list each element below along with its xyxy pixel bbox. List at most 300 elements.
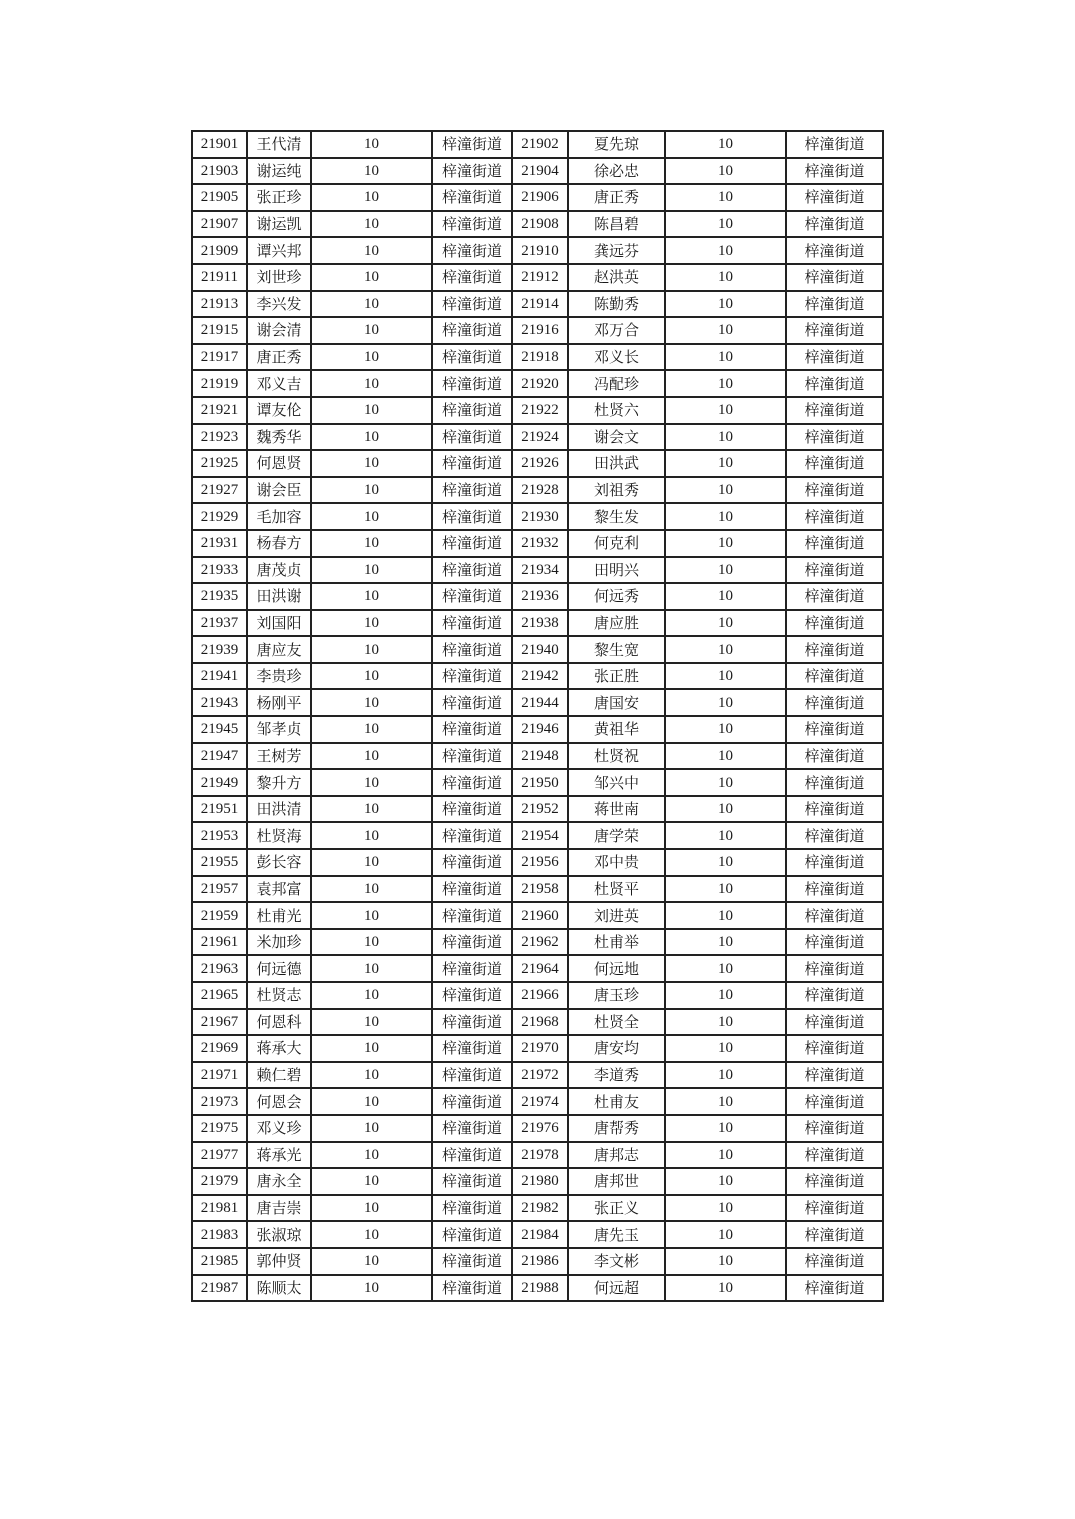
record-id-cell: 21931: [192, 530, 247, 557]
person-name-cell: 袁邦富: [247, 876, 311, 903]
person-name-cell: 田洪清: [247, 796, 311, 823]
person-name-cell: 邓义吉: [247, 370, 311, 397]
area-cell: 梓潼街道: [432, 424, 512, 451]
area-cell: 梓潼街道: [432, 317, 512, 344]
amount-cell: 10: [311, 184, 432, 211]
person-name-cell: 冯配珍: [568, 370, 665, 397]
person-name-cell: 何远秀: [568, 583, 665, 610]
table-row: [192, 769, 883, 796]
person-name-cell: 杜贤六: [568, 397, 665, 424]
person-name-cell: 李贵珍: [247, 663, 311, 690]
area-cell: 梓潼街道: [786, 1195, 883, 1222]
record-id-cell: 21935: [192, 583, 247, 610]
person-name-cell: 杜贤祝: [568, 743, 665, 770]
person-name-cell: 龚远芬: [568, 237, 665, 264]
amount-cell: 10: [311, 1248, 432, 1275]
table-row: [192, 849, 883, 876]
person-name-cell: 谢会臣: [247, 477, 311, 504]
person-name-cell: 彭长容: [247, 849, 311, 876]
area-cell: 梓潼街道: [786, 317, 883, 344]
amount-cell: 10: [665, 1195, 786, 1222]
area-cell: 梓潼街道: [786, 424, 883, 451]
record-id-cell: 21942: [512, 663, 568, 690]
area-cell: 梓潼街道: [786, 689, 883, 716]
record-id-cell: 21950: [512, 769, 568, 796]
roster-body: [192, 131, 883, 1301]
area-cell: 梓潼街道: [432, 689, 512, 716]
amount-cell: 10: [311, 1035, 432, 1062]
table-row: [192, 317, 883, 344]
record-id-cell: 21963: [192, 955, 247, 982]
person-name-cell: 唐国安: [568, 689, 665, 716]
amount-cell: 10: [311, 822, 432, 849]
amount-cell: 10: [665, 184, 786, 211]
record-id-cell: 21916: [512, 317, 568, 344]
record-id-cell: 21908: [512, 211, 568, 238]
area-cell: 梓潼街道: [432, 849, 512, 876]
amount-cell: 10: [665, 902, 786, 929]
table-row: [192, 1115, 883, 1142]
amount-cell: 10: [665, 636, 786, 663]
person-name-cell: 杜甫友: [568, 1088, 665, 1115]
area-cell: 梓潼街道: [432, 955, 512, 982]
table-row: [192, 716, 883, 743]
record-id-cell: 21982: [512, 1195, 568, 1222]
amount-cell: 10: [665, 1115, 786, 1142]
amount-cell: 10: [311, 1142, 432, 1169]
person-name-cell: 邓万合: [568, 317, 665, 344]
person-name-cell: 杨刚平: [247, 689, 311, 716]
record-id-cell: 21967: [192, 1009, 247, 1036]
record-id-cell: 21928: [512, 477, 568, 504]
person-name-cell: 张正义: [568, 1195, 665, 1222]
person-name-cell: 唐安均: [568, 1035, 665, 1062]
amount-cell: 10: [665, 822, 786, 849]
amount-cell: 10: [311, 689, 432, 716]
amount-cell: 10: [311, 743, 432, 770]
amount-cell: 10: [311, 583, 432, 610]
person-name-cell: 邹孝贞: [247, 716, 311, 743]
person-name-cell: 谢运凯: [247, 211, 311, 238]
area-cell: 梓潼街道: [786, 583, 883, 610]
person-name-cell: 刘进英: [568, 902, 665, 929]
person-name-cell: 李文彬: [568, 1248, 665, 1275]
amount-cell: 10: [665, 1062, 786, 1089]
amount-cell: 10: [665, 211, 786, 238]
area-cell: 梓潼街道: [786, 1168, 883, 1195]
person-name-cell: 毛加容: [247, 503, 311, 530]
table-row: [192, 530, 883, 557]
area-cell: 梓潼街道: [432, 716, 512, 743]
amount-cell: 10: [665, 769, 786, 796]
amount-cell: 10: [665, 344, 786, 371]
amount-cell: 10: [665, 716, 786, 743]
amount-cell: 10: [311, 982, 432, 1009]
amount-cell: 10: [665, 1275, 786, 1302]
table-row: [192, 1195, 883, 1222]
table-row: [192, 211, 883, 238]
area-cell: 梓潼街道: [786, 211, 883, 238]
person-name-cell: 邓中贵: [568, 849, 665, 876]
area-cell: 梓潼街道: [786, 503, 883, 530]
table-row: [192, 876, 883, 903]
person-name-cell: 谢会清: [247, 317, 311, 344]
table-row: [192, 929, 883, 956]
record-id-cell: 21926: [512, 450, 568, 477]
record-id-cell: 21918: [512, 344, 568, 371]
record-id-cell: 21971: [192, 1062, 247, 1089]
area-cell: 梓潼街道: [786, 291, 883, 318]
amount-cell: 10: [665, 982, 786, 1009]
record-id-cell: 21969: [192, 1035, 247, 1062]
person-name-cell: 黎生宽: [568, 636, 665, 663]
area-cell: 梓潼街道: [432, 158, 512, 185]
person-name-cell: 何远超: [568, 1275, 665, 1302]
area-cell: 梓潼街道: [432, 769, 512, 796]
table-row: [192, 1275, 883, 1302]
record-id-cell: 21951: [192, 796, 247, 823]
person-name-cell: 何克利: [568, 530, 665, 557]
table-row: [192, 557, 883, 584]
table-row: [192, 796, 883, 823]
record-id-cell: 21927: [192, 477, 247, 504]
amount-cell: 10: [311, 1168, 432, 1195]
area-cell: 梓潼街道: [786, 450, 883, 477]
person-name-cell: 张正珍: [247, 184, 311, 211]
table-row: [192, 982, 883, 1009]
record-id-cell: 21978: [512, 1142, 568, 1169]
area-cell: 梓潼街道: [786, 1035, 883, 1062]
table-row: [192, 397, 883, 424]
record-id-cell: 21961: [192, 929, 247, 956]
area-cell: 梓潼街道: [432, 796, 512, 823]
person-name-cell: 刘国阳: [247, 610, 311, 637]
record-id-cell: 21906: [512, 184, 568, 211]
area-cell: 梓潼街道: [432, 1088, 512, 1115]
area-cell: 梓潼街道: [786, 876, 883, 903]
person-name-cell: 杜贤全: [568, 1009, 665, 1036]
person-name-cell: 唐永全: [247, 1168, 311, 1195]
amount-cell: 10: [665, 1088, 786, 1115]
amount-cell: 10: [665, 929, 786, 956]
amount-cell: 10: [665, 237, 786, 264]
amount-cell: 10: [665, 743, 786, 770]
area-cell: 梓潼街道: [786, 237, 883, 264]
amount-cell: 10: [311, 876, 432, 903]
person-name-cell: 邓义珍: [247, 1115, 311, 1142]
area-cell: 梓潼街道: [786, 158, 883, 185]
area-cell: 梓潼街道: [786, 1142, 883, 1169]
table-row: [192, 237, 883, 264]
record-id-cell: 21934: [512, 557, 568, 584]
table-row: [192, 450, 883, 477]
amount-cell: 10: [665, 370, 786, 397]
area-cell: 梓潼街道: [786, 610, 883, 637]
table-row: [192, 1142, 883, 1169]
person-name-cell: 王树芳: [247, 743, 311, 770]
amount-cell: 10: [311, 955, 432, 982]
record-id-cell: 21947: [192, 743, 247, 770]
amount-cell: 10: [311, 211, 432, 238]
amount-cell: 10: [311, 397, 432, 424]
person-name-cell: 赖仁碧: [247, 1062, 311, 1089]
record-id-cell: 21912: [512, 264, 568, 291]
record-id-cell: 21973: [192, 1088, 247, 1115]
record-id-cell: 21976: [512, 1115, 568, 1142]
area-cell: 梓潼街道: [786, 902, 883, 929]
record-id-cell: 21956: [512, 849, 568, 876]
person-name-cell: 唐正秀: [568, 184, 665, 211]
person-name-cell: 黎升方: [247, 769, 311, 796]
record-id-cell: 21987: [192, 1275, 247, 1302]
table-row: [192, 158, 883, 185]
area-cell: 梓潼街道: [432, 1115, 512, 1142]
amount-cell: 10: [311, 796, 432, 823]
record-id-cell: 21923: [192, 424, 247, 451]
amount-cell: 10: [665, 610, 786, 637]
person-name-cell: 杜贤志: [247, 982, 311, 1009]
record-id-cell: 21960: [512, 902, 568, 929]
record-id-cell: 21986: [512, 1248, 568, 1275]
area-cell: 梓潼街道: [432, 211, 512, 238]
area-cell: 梓潼街道: [786, 131, 883, 158]
area-cell: 梓潼街道: [786, 184, 883, 211]
person-name-cell: 蒋承大: [247, 1035, 311, 1062]
table-row: [192, 1221, 883, 1248]
area-cell: 梓潼街道: [432, 1221, 512, 1248]
area-cell: 梓潼街道: [432, 743, 512, 770]
amount-cell: 10: [665, 663, 786, 690]
record-id-cell: 21948: [512, 743, 568, 770]
person-name-cell: 刘祖秀: [568, 477, 665, 504]
record-id-cell: 21957: [192, 876, 247, 903]
table-row: [192, 370, 883, 397]
area-cell: 梓潼街道: [432, 902, 512, 929]
amount-cell: 10: [665, 397, 786, 424]
person-name-cell: 何恩会: [247, 1088, 311, 1115]
table-row: [192, 689, 883, 716]
person-name-cell: 米加珍: [247, 929, 311, 956]
record-id-cell: 21980: [512, 1168, 568, 1195]
record-id-cell: 21958: [512, 876, 568, 903]
amount-cell: 10: [665, 796, 786, 823]
person-name-cell: 唐吉崇: [247, 1195, 311, 1222]
record-id-cell: 21968: [512, 1009, 568, 1036]
area-cell: 梓潼街道: [786, 557, 883, 584]
area-cell: 梓潼街道: [786, 982, 883, 1009]
record-id-cell: 21913: [192, 291, 247, 318]
area-cell: 梓潼街道: [432, 982, 512, 1009]
area-cell: 梓潼街道: [786, 397, 883, 424]
amount-cell: 10: [311, 264, 432, 291]
amount-cell: 10: [311, 424, 432, 451]
amount-cell: 10: [665, 530, 786, 557]
person-name-cell: 杜贤平: [568, 876, 665, 903]
table-row: [192, 264, 883, 291]
amount-cell: 10: [665, 450, 786, 477]
record-id-cell: 21984: [512, 1221, 568, 1248]
amount-cell: 10: [665, 583, 786, 610]
table-row: [192, 424, 883, 451]
area-cell: 梓潼街道: [432, 397, 512, 424]
table-row: [192, 822, 883, 849]
area-cell: 梓潼街道: [432, 1142, 512, 1169]
amount-cell: 10: [311, 344, 432, 371]
record-id-cell: 21907: [192, 211, 247, 238]
table-row: [192, 663, 883, 690]
table-row: [192, 583, 883, 610]
person-name-cell: 邓义长: [568, 344, 665, 371]
person-name-cell: 唐帮秀: [568, 1115, 665, 1142]
amount-cell: 10: [311, 1009, 432, 1036]
roster-table: [191, 130, 884, 1302]
record-id-cell: 21909: [192, 237, 247, 264]
area-cell: 梓潼街道: [432, 1062, 512, 1089]
record-id-cell: 21965: [192, 982, 247, 1009]
record-id-cell: 21981: [192, 1195, 247, 1222]
person-name-cell: 郭仲贤: [247, 1248, 311, 1275]
area-cell: 梓潼街道: [432, 1248, 512, 1275]
area-cell: 梓潼街道: [786, 796, 883, 823]
record-id-cell: 21964: [512, 955, 568, 982]
area-cell: 梓潼街道: [786, 1275, 883, 1302]
area-cell: 梓潼街道: [786, 344, 883, 371]
amount-cell: 10: [311, 1195, 432, 1222]
amount-cell: 10: [665, 424, 786, 451]
person-name-cell: 谭兴邦: [247, 237, 311, 264]
person-name-cell: 李道秀: [568, 1062, 665, 1089]
record-id-cell: 21943: [192, 689, 247, 716]
amount-cell: 10: [665, 955, 786, 982]
person-name-cell: 王代清: [247, 131, 311, 158]
person-name-cell: 刘世珍: [247, 264, 311, 291]
amount-cell: 10: [311, 317, 432, 344]
record-id-cell: 21959: [192, 902, 247, 929]
table-row: [192, 1088, 883, 1115]
amount-cell: 10: [665, 1248, 786, 1275]
record-id-cell: 21905: [192, 184, 247, 211]
area-cell: 梓潼街道: [786, 822, 883, 849]
record-id-cell: 21904: [512, 158, 568, 185]
person-name-cell: 徐必忠: [568, 158, 665, 185]
table-row: [192, 1035, 883, 1062]
person-name-cell: 唐邦世: [568, 1168, 665, 1195]
person-name-cell: 杨春方: [247, 530, 311, 557]
table-row: [192, 344, 883, 371]
table-row: [192, 477, 883, 504]
amount-cell: 10: [311, 450, 432, 477]
record-id-cell: 21937: [192, 610, 247, 637]
area-cell: 梓潼街道: [786, 530, 883, 557]
person-name-cell: 唐正秀: [247, 344, 311, 371]
record-id-cell: 21911: [192, 264, 247, 291]
area-cell: 梓潼街道: [432, 663, 512, 690]
person-name-cell: 谭友伦: [247, 397, 311, 424]
amount-cell: 10: [311, 291, 432, 318]
record-id-cell: 21974: [512, 1088, 568, 1115]
record-id-cell: 21932: [512, 530, 568, 557]
area-cell: 梓潼街道: [432, 583, 512, 610]
person-name-cell: 谢会文: [568, 424, 665, 451]
amount-cell: 10: [311, 1062, 432, 1089]
area-cell: 梓潼街道: [432, 1275, 512, 1302]
amount-cell: 10: [665, 291, 786, 318]
area-cell: 梓潼街道: [786, 716, 883, 743]
area-cell: 梓潼街道: [786, 1115, 883, 1142]
record-id-cell: 21924: [512, 424, 568, 451]
record-id-cell: 21938: [512, 610, 568, 637]
amount-cell: 10: [665, 131, 786, 158]
record-id-cell: 21922: [512, 397, 568, 424]
area-cell: 梓潼街道: [786, 663, 883, 690]
area-cell: 梓潼街道: [786, 264, 883, 291]
amount-cell: 10: [311, 158, 432, 185]
record-id-cell: 21925: [192, 450, 247, 477]
amount-cell: 10: [665, 1142, 786, 1169]
amount-cell: 10: [665, 1009, 786, 1036]
area-cell: 梓潼街道: [786, 636, 883, 663]
record-id-cell: 21940: [512, 636, 568, 663]
amount-cell: 10: [665, 689, 786, 716]
area-cell: 梓潼街道: [432, 610, 512, 637]
area-cell: 梓潼街道: [432, 477, 512, 504]
record-id-cell: 21903: [192, 158, 247, 185]
person-name-cell: 唐应胜: [568, 610, 665, 637]
amount-cell: 10: [665, 557, 786, 584]
amount-cell: 10: [311, 636, 432, 663]
amount-cell: 10: [665, 1035, 786, 1062]
area-cell: 梓潼街道: [432, 1195, 512, 1222]
person-name-cell: 张淑琼: [247, 1221, 311, 1248]
amount-cell: 10: [311, 663, 432, 690]
person-name-cell: 陈昌碧: [568, 211, 665, 238]
area-cell: 梓潼街道: [432, 344, 512, 371]
person-name-cell: 唐玉珍: [568, 982, 665, 1009]
area-cell: 梓潼街道: [786, 1248, 883, 1275]
record-id-cell: 21962: [512, 929, 568, 956]
amount-cell: 10: [665, 503, 786, 530]
person-name-cell: 何远地: [568, 955, 665, 982]
record-id-cell: 21921: [192, 397, 247, 424]
record-id-cell: 21902: [512, 131, 568, 158]
person-name-cell: 田洪武: [568, 450, 665, 477]
amount-cell: 10: [311, 929, 432, 956]
person-name-cell: 魏秀华: [247, 424, 311, 451]
area-cell: 梓潼街道: [432, 237, 512, 264]
record-id-cell: 21952: [512, 796, 568, 823]
area-cell: 梓潼街道: [786, 929, 883, 956]
person-name-cell: 黎生发: [568, 503, 665, 530]
record-id-cell: 21936: [512, 583, 568, 610]
record-id-cell: 21944: [512, 689, 568, 716]
amount-cell: 10: [311, 1088, 432, 1115]
amount-cell: 10: [665, 158, 786, 185]
person-name-cell: 何远德: [247, 955, 311, 982]
table-row: [192, 1168, 883, 1195]
record-id-cell: 21929: [192, 503, 247, 530]
area-cell: 梓潼街道: [432, 503, 512, 530]
record-id-cell: 21970: [512, 1035, 568, 1062]
person-name-cell: 陈勤秀: [568, 291, 665, 318]
record-id-cell: 21985: [192, 1248, 247, 1275]
table-row: [192, 503, 883, 530]
amount-cell: 10: [665, 849, 786, 876]
area-cell: 梓潼街道: [432, 450, 512, 477]
record-id-cell: 21933: [192, 557, 247, 584]
record-id-cell: 21954: [512, 822, 568, 849]
area-cell: 梓潼街道: [786, 955, 883, 982]
area-cell: 梓潼街道: [786, 1062, 883, 1089]
